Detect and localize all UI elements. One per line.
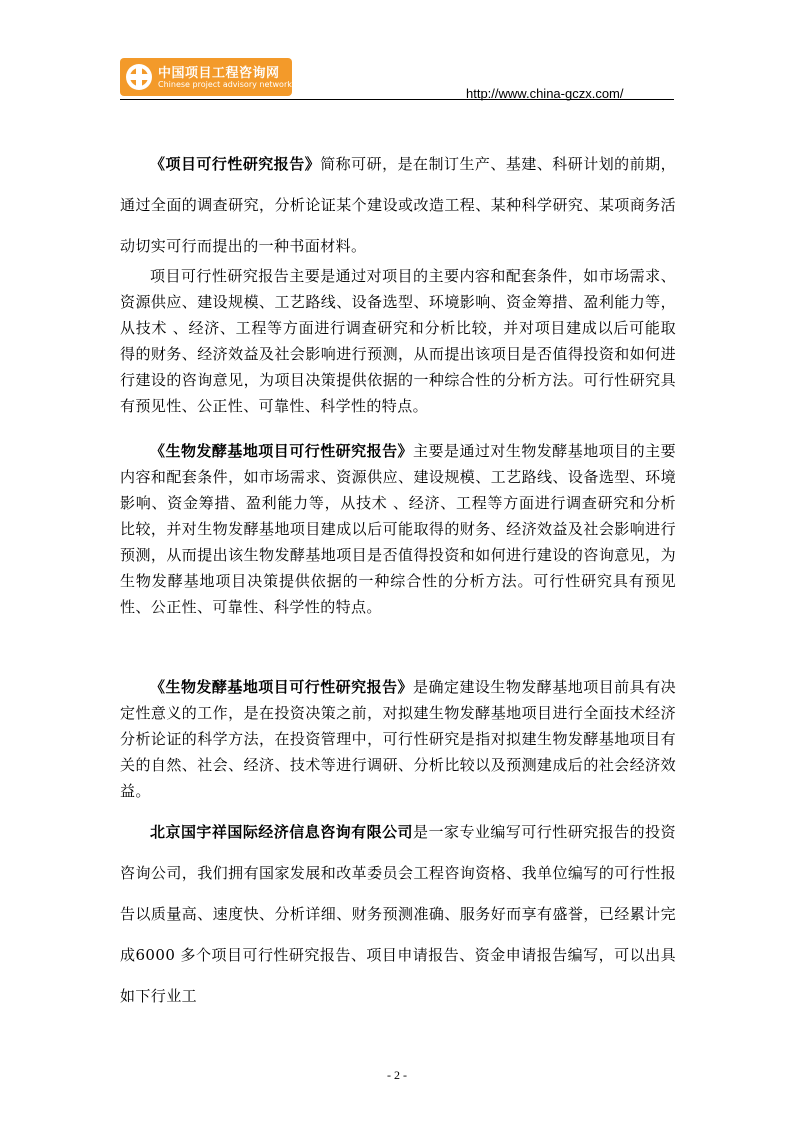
paragraph-text: 是一家专业编写可行性研究报告的投资咨询公司，我们拥有国家发展和改革委员会工程咨询资格、我单位编写的可行性报告以质量高、速度快、分析详细、财务预测准确、服务好而享有盛誉，已经累计完成6000 多个项目可行性研究报告、项目申请报告、资金申请报告编写，可以出具如下行业工: [120, 823, 676, 1005]
logo-title: 中国项目工程咨询网: [158, 66, 280, 81]
report-title-bold: 《项目可行性研究报告》: [150, 155, 321, 173]
header-url-link[interactable]: http://www.china-gczx.com/: [466, 86, 624, 101]
paragraph-text: 是确定建设生物发酵基地项目前具有决定性意义的工作，是在投资决策之前，对拟建生物发酵基地项目进行全面技术经济分析论证的科学方法，在投资管理中，可行性研究是指对拟建生物发酵基地项目有关的自然、社会、经济、技术等进行调研、分析比较以及预测建成后的社会经济效益。: [120, 678, 676, 800]
report-title-bold: 《生物发酵基地项目可行性研究报告》: [150, 442, 414, 460]
logo-subtitle: Chinese project advisory network: [158, 80, 292, 89]
paragraph-definition: [120, 263, 676, 419]
logo-emblem-icon: [124, 62, 154, 92]
company-name-bold: 北京国宇祥国际经济信息咨询有限公司: [150, 823, 414, 841]
paragraph-company: [120, 812, 676, 1017]
header-divider: [120, 99, 674, 100]
site-logo[interactable]: [120, 58, 292, 96]
paragraph-text: 项目可行性研究报告主要是通过对项目的主要内容和配套条件，如市场需求、资源供应、建设规模、工艺路线、设备选型、环境影响、资金筹措、盈利能力等，从技术 、经济、工程等方面进行调查研究和分析比较，并对项目建成以后可能取得的财务、经济效益及社会影响进行预测，从而提出该项目是否值得投资和如何进行建设的咨询意见，为项目决策提供依据的一种综合性的分析方法。可行性研究具有预见性、公正性、可靠性、科学性的特点。: [120, 267, 676, 415]
paragraph-project-importance: [120, 674, 676, 804]
paragraph-text: 主要是通过对生物发酵基地项目的主要内容和配套条件，如市场需求、资源供应、建设规模、工艺路线、设备选型、环境影响、资金筹措、盈利能力等，从技术 、经济、工程等方面进行调查研究和分析比较，并对生物发酵基地项目建成以后可能取得的财务、经济效益及社会影响进行预测，从而提出该生物发酵基地项目是否值得投资和如何进行建设的咨询意见，为生物发酵基地项目决策提供依据的一种综合性的分析方法。可行性研究具有预见性、公正性、可靠性、科学性的特点。: [120, 442, 676, 616]
page-number: - 2 -: [387, 1068, 407, 1082]
report-title-bold: 《生物发酵基地项目可行性研究报告》: [150, 678, 414, 696]
paragraph-text: 简称可研，是在制订生产、基建、科研计划的前期，通过全面的调查研究，分析论证某个建设或改造工程、某种科学研究、某项商务活动切实可行而提出的一种书面材料。: [120, 155, 676, 255]
paragraph-project-overview: [120, 438, 676, 620]
paragraph-intro: [120, 144, 676, 267]
